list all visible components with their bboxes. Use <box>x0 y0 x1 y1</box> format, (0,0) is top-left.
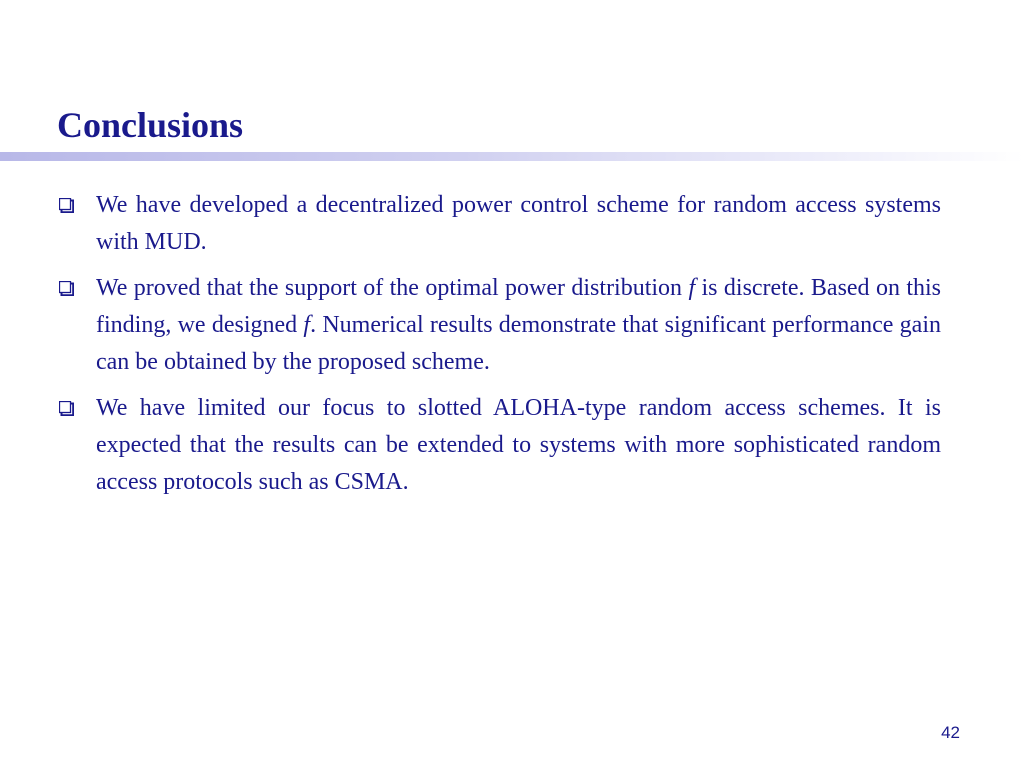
bullet-text: We have developed a decentralized power control scheme for random access systems with MUD. <box>96 192 941 255</box>
page-number: 42 <box>941 723 960 742</box>
bullet-item <box>59 270 941 381</box>
bullet-text: We have limited our focus to slotted ALOHA-type random access schemes. It is expected that the results can be extended to systems with more sophisticated random access protocols such as CSMA. <box>96 395 941 495</box>
bullet-item <box>59 187 941 261</box>
checkbox-square-icon <box>59 198 74 213</box>
bullet-text: We proved that the support of the optimal power distribution <box>96 275 689 301</box>
bullet-text: . Numerical results demonstrate that significant performance gain can be obtained by the proposed scheme. <box>96 312 942 375</box>
bullet-text: is discrete. Based on this finding, we designed <box>96 275 941 338</box>
math-variable: f <box>688 275 696 301</box>
math-variable: f <box>303 312 311 338</box>
checkbox-square-icon <box>59 281 74 296</box>
bullet-item <box>59 390 941 501</box>
title-divider <box>0 152 1024 161</box>
bullet-list <box>59 187 941 510</box>
checkbox-square-icon <box>59 401 74 416</box>
slide-title: Conclusions <box>57 105 244 145</box>
